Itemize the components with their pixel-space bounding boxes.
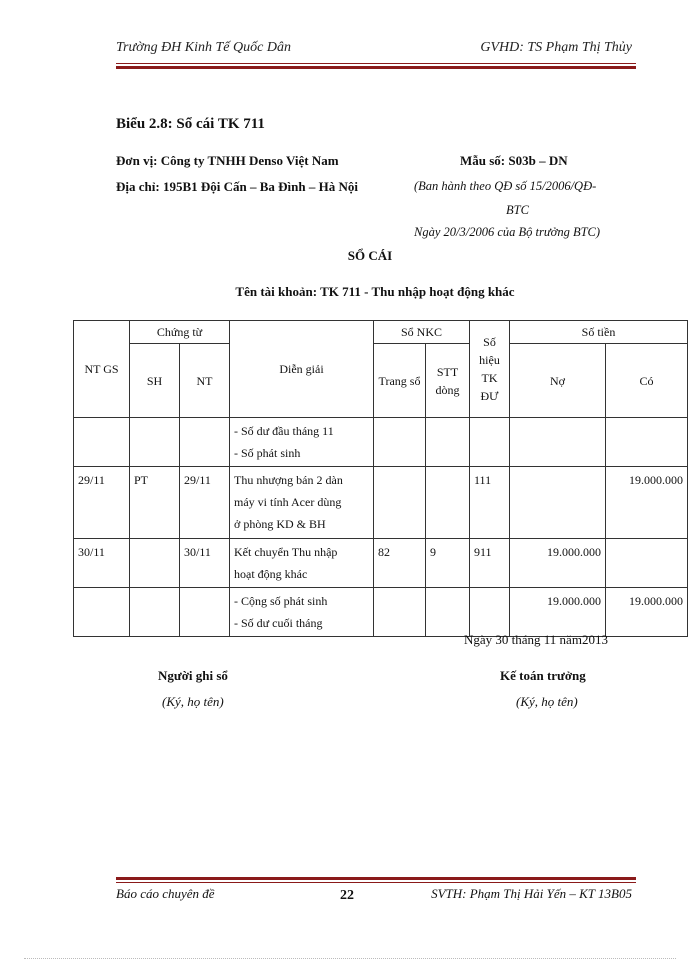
table-row	[74, 539, 688, 588]
cell-trang	[374, 588, 426, 637]
dien-giai-line: - Số dư đầu tháng 11	[234, 424, 334, 438]
cell-nt: 30/11	[180, 539, 230, 588]
cell-co: 19.000.000	[606, 467, 688, 539]
cell-tk: 111	[470, 467, 510, 539]
chief-accountant-title: Kế toán trưởng	[500, 668, 586, 683]
table-row	[74, 418, 688, 467]
dien-giai-line: Kết chuyển Thu nhập	[234, 545, 338, 559]
cell-stt	[426, 588, 470, 637]
page-title: Biểu 2.8: Sổ cái TK 711	[116, 116, 265, 132]
dien-giai-line: - Số phát sinh	[234, 446, 301, 460]
cell-sh	[130, 539, 180, 588]
header-so-tien: Số tiền	[510, 321, 688, 344]
cell-nt-gs: 30/11	[74, 539, 130, 588]
header-trang-so: Trang sổ	[374, 344, 426, 418]
cell-sh	[130, 588, 180, 637]
table-row	[74, 588, 688, 637]
company-address: Địa chỉ: 195B1 Đội Cấn – Ba Đình – Hà Nội	[116, 179, 358, 194]
footer-rule-thin	[116, 882, 636, 883]
cell-tk: 911	[470, 539, 510, 588]
header-sh: SH	[130, 344, 180, 418]
dien-giai-line: ở phòng KD & BH	[234, 517, 326, 531]
header-chung-tu: Chứng từ	[130, 321, 230, 344]
page-edge-dotted-line	[24, 958, 676, 959]
cell-nt: 29/11	[180, 467, 230, 539]
cell-stt: 9	[426, 539, 470, 588]
cell-trang	[374, 467, 426, 539]
cell-no	[510, 467, 606, 539]
dien-giai-line: - Số dư cuối tháng	[234, 616, 323, 630]
cell-dien-giai	[230, 418, 374, 467]
cell-stt	[426, 467, 470, 539]
company-unit: Đơn vị: Công ty TNHH Denso Việt Nam	[116, 153, 339, 168]
cell-no: 19.000.000	[510, 539, 606, 588]
footer-report-type: Báo cáo chuyên đề	[116, 886, 215, 901]
header-dien-giai: Diễn giải	[230, 321, 374, 418]
cell-trang: 82	[374, 539, 426, 588]
page-footer	[116, 886, 636, 906]
table-row	[74, 467, 688, 539]
footer-student: SVTH: Phạm Thị Hải Yến – KT 13B05	[431, 886, 632, 901]
dien-giai-line: hoạt động khác	[234, 567, 308, 581]
decree-line-1: (Ban hành theo QĐ số 15/2006/QĐ-	[414, 179, 597, 193]
header-nt-gs: NT GS	[74, 321, 130, 418]
header-co: Có	[606, 344, 688, 418]
cell-co: 19.000.000	[606, 588, 688, 637]
cell-nt-gs	[74, 418, 130, 467]
header-so-nkc: Sổ NKC	[374, 321, 470, 344]
ledger-title: SỔ CÁI	[347, 248, 393, 263]
header-no: Nợ	[510, 344, 606, 418]
decree-line-2: BTC	[506, 203, 529, 217]
cell-sh	[130, 418, 180, 467]
page-header	[116, 40, 636, 60]
form-number: Mẫu số: S03b – DN	[460, 153, 568, 168]
cell-dien-giai	[230, 467, 374, 539]
cell-no	[510, 418, 606, 467]
decree-line-3: Ngày 20/3/2006 của Bộ trưởng BTC)	[414, 225, 601, 239]
ledger-table	[73, 320, 688, 637]
header-rule-thick	[116, 66, 636, 69]
cell-dien-giai	[230, 588, 374, 637]
cell-dien-giai	[230, 539, 374, 588]
cell-nt	[180, 588, 230, 637]
cell-co	[606, 418, 688, 467]
page-number: 22	[340, 888, 354, 903]
cell-tk	[470, 588, 510, 637]
cell-nt-gs: 29/11	[74, 467, 130, 539]
cell-nt	[180, 418, 230, 467]
header-so-hieu-tk: Số hiệu TK ĐƯ	[470, 321, 510, 418]
dien-giai-line: - Cộng số phát sinh	[234, 594, 328, 608]
dien-giai-line: Thu nhượng bán 2 dàn	[234, 473, 343, 487]
dien-giai-line: máy vi tính Acer dùng	[234, 495, 342, 509]
header-advisor: GVHD: TS Phạm Thị Thủy	[480, 40, 632, 55]
header-rule-thin	[116, 63, 636, 64]
header-nt: NT	[180, 344, 230, 418]
account-name: Tên tài khoản: TK 711 - Thu nhập hoạt động khác	[235, 284, 515, 299]
cell-co	[606, 539, 688, 588]
header-school: Trường ĐH Kinh Tế Quốc Dân	[116, 40, 291, 55]
signing-date: Ngày 30 tháng 11 năm2013	[464, 632, 608, 647]
header-stt-dong: STT dòng	[426, 344, 470, 418]
cell-trang	[374, 418, 426, 467]
recorder-sign-note: (Ký, họ tên)	[162, 694, 224, 709]
footer-rule-thick	[116, 877, 636, 880]
chief-accountant-sign-note: (Ký, họ tên)	[516, 694, 578, 709]
cell-sh: PT	[130, 467, 180, 539]
cell-no: 19.000.000	[510, 588, 606, 637]
cell-stt	[426, 418, 470, 467]
recorder-title: Người ghi sổ	[158, 668, 228, 683]
cell-tk	[470, 418, 510, 467]
cell-nt-gs	[74, 588, 130, 637]
